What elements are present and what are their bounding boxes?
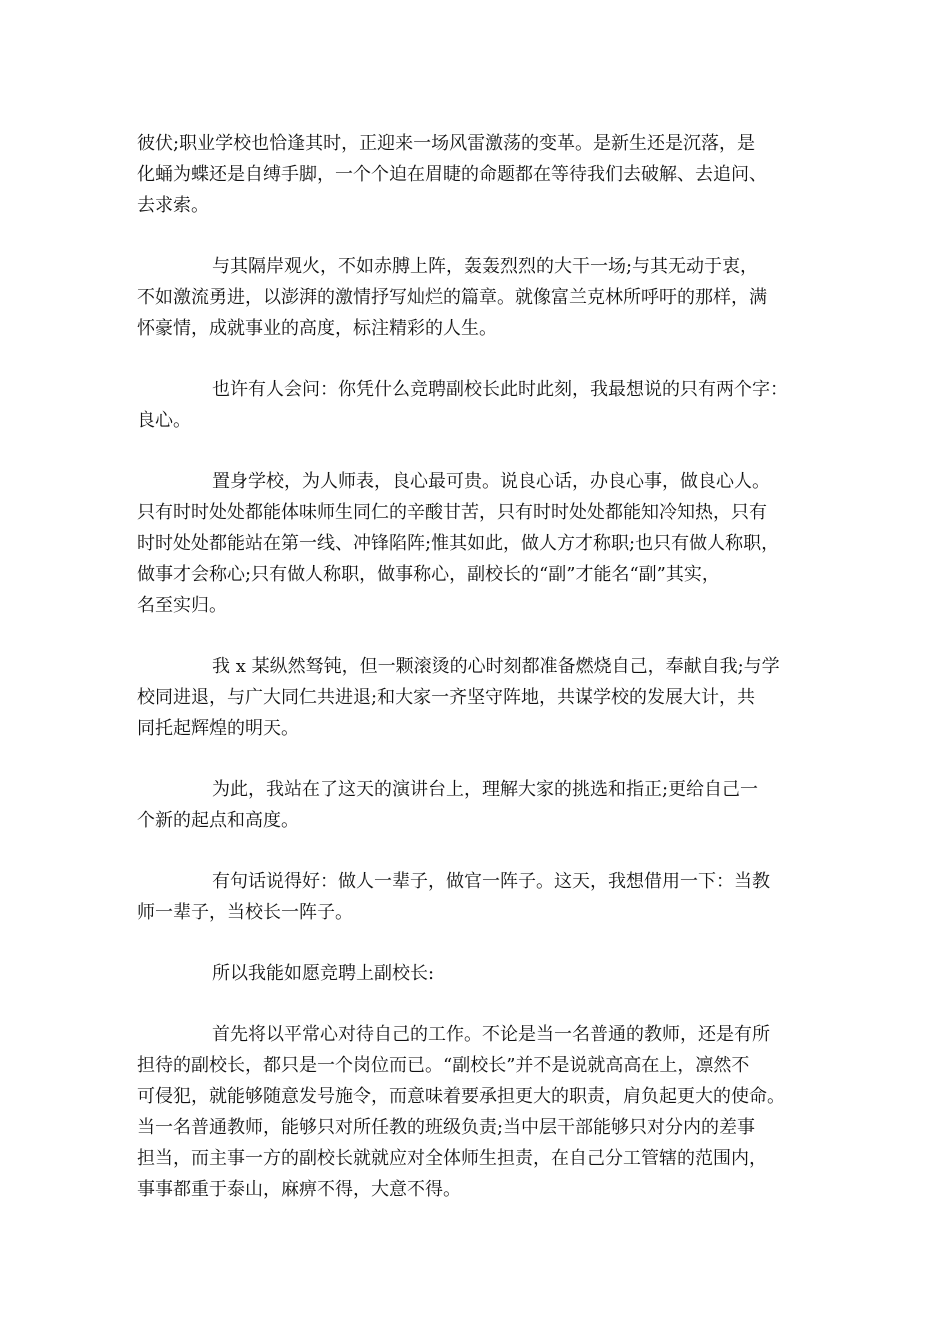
text-line: 只有时时处处都能体味师生同仁的辛酸甘苦，只有时时处处都能知冷知热，只有	[137, 502, 767, 523]
document-body	[137, 128, 823, 1235]
text-line: 可侵犯，就能够随意发号施令，而意味着要承担更大的职责，肩负起更大的使命。	[137, 1086, 785, 1107]
text-line: 彼伏;职业学校也恰逢其时，正迎来一场风雷激荡的变革。是新生还是沉落，是	[137, 133, 756, 154]
text-line: 与其隔岸观火，不如赤膊上阵，轰轰烈烈的大干一场;与其无动于衷，	[212, 256, 759, 277]
text-line: 事事都重于泰山，麻痹不得，大意不得。	[137, 1179, 461, 1200]
text-line: 我 x 某纵然驽钝，但一颗滚烫的心时刻都准备燃烧自己，奉献自我;与学	[212, 656, 780, 677]
paragraph-6	[137, 774, 823, 836]
text-line: 个新的起点和高度。	[137, 810, 299, 831]
paragraph-1	[137, 128, 823, 221]
paragraph-8	[137, 958, 823, 989]
text-line: 校同进退，与广大同仁共进退;和大家一齐坚守阵地，共谋学校的发展大计，共	[137, 687, 756, 708]
text-line: 师一辈子，当校长一阵子。	[137, 902, 353, 923]
paragraph-7	[137, 866, 823, 928]
paragraph-2	[137, 251, 823, 344]
text-line: 做事才会称心;只有做人称职，做事称心，副校长的“副”才能名“副”其实，	[137, 564, 720, 585]
text-line: 有句话说得好：做人一辈子，做官一阵子。这天，我想借用一下：当教	[212, 871, 770, 892]
text-line: 良心。	[137, 410, 191, 431]
text-line: 置身学校，为人师表，良心最可贵。说良心话，办良心事，做良心人。	[212, 471, 770, 492]
paragraph-3	[137, 374, 823, 436]
paragraph-5	[137, 651, 823, 744]
text-line: 时时处处都能站在第一线、冲锋陷阵;惟其如此，做人方才称职;也只有做人称职，	[137, 533, 780, 554]
text-line: 去求索。	[137, 195, 209, 216]
text-line: 名至实归。	[137, 595, 227, 616]
text-line: 化蛹为蝶还是自缚手脚，一个个迫在眉睫的命题都在等待我们去破解、去追问、	[137, 164, 767, 185]
paragraph-4	[137, 466, 823, 621]
text-line: 担当，而主事一方的副校长就就应对全体师生担责，在自己分工管辖的范围内，	[137, 1148, 767, 1169]
text-line: 所以我能如愿竞聘上副校长:	[212, 963, 435, 984]
text-line: 同托起辉煌的明天。	[137, 718, 299, 739]
text-line: 为此，我站在了这天的演讲台上，理解大家的挑选和指正;更给自己一	[212, 779, 759, 800]
text-line: 怀豪情，成就事业的高度，标注精彩的人生。	[137, 318, 497, 339]
text-line: 担待的副校长，都只是一个岗位而已。“副校长”并不是说就高高在上，凛然不	[137, 1055, 750, 1076]
text-line: 首先将以平常心对待自己的工作。不论是当一名普通的教师，还是有所	[212, 1024, 770, 1045]
text-line: 当一名普通教师，能够只对所任教的班级负责;当中层干部能够只对分内的差事	[137, 1117, 756, 1138]
text-line: 不如激流勇进，以澎湃的激情抒写灿烂的篇章。就像富兰克林所呼吁的那样，满	[137, 287, 767, 308]
text-line: 也许有人会问：你凭什么竞聘副校长此时此刻，我最想说的只有两个字：	[212, 379, 788, 400]
paragraph-9	[137, 1019, 823, 1205]
